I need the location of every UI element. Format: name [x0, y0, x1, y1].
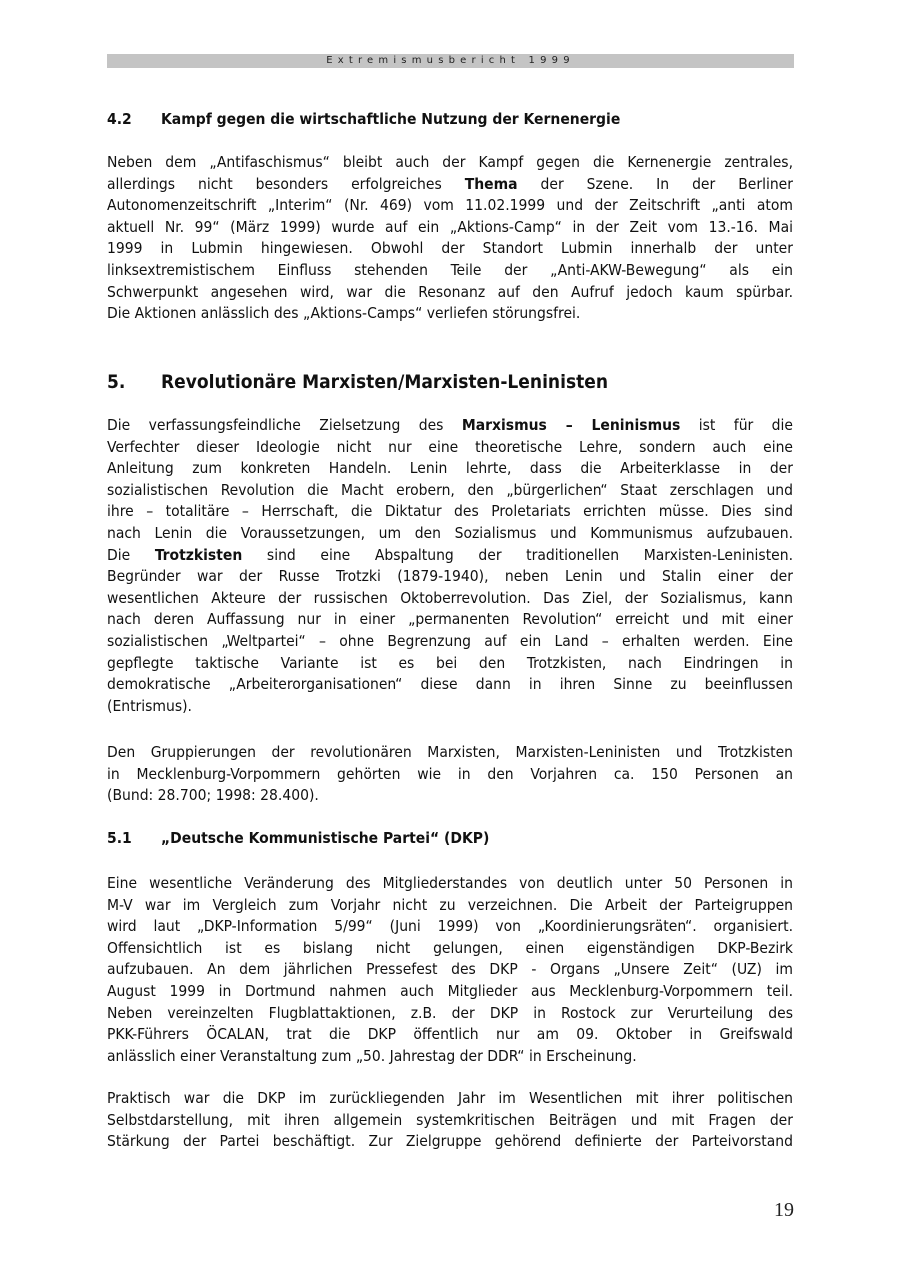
- section-4-2-paragraph: [107, 152, 793, 325]
- text-run: Die verfassungsfeindliche Zielsetzung des: [107, 416, 444, 434]
- section-title: Kampf gegen die wirtschaftliche Nutzung der Kernenergie: [161, 110, 621, 128]
- text-line: ihre – totalitäre – Herrschaft, die Diktatur des Proletariats errichten müsse. Dies sind: [107, 502, 793, 521]
- page-number: 19: [774, 1199, 794, 1221]
- text-line: Offensichtlich ist es bislang nicht gelungen, einen eigenständigen DKP-Bezirk: [107, 938, 793, 957]
- text-line: aktuell Nr. 99“ (März 1999) wurde auf ein „Aktions-Camp“ in der Zeit vom 13.-16. Mai: [107, 217, 793, 236]
- text-line: Praktisch war die DKP im zurückliegenden Jahr im Wesentlichen mit ihrer politischen: [107, 1089, 793, 1107]
- text-line: Selbstdarstellung, mit ihren allgemein systemkritischen Beiträgen und mit Fragen der: [107, 1110, 793, 1129]
- text-line: wird laut „DKP-Information 5/99“ (Juni 1999) von „Koordinierungsräten“. organisiert.: [107, 917, 793, 936]
- section-5-paragraph-2: [107, 742, 793, 807]
- running-header: [107, 54, 794, 68]
- section-5-paragraph-1: [107, 415, 793, 717]
- text-line: Den Gruppierungen der revolutionären Marxisten, Marxisten-Leninisten und Trotzkisten: [107, 743, 793, 761]
- text-run: ist für die: [698, 416, 793, 434]
- text-line: anlässlich einer Veranstaltung zum „50. Jahrestag der DDR“ in Erscheinung.: [107, 1046, 637, 1065]
- text-line: Neben vereinzelten Flugblattaktionen, z.B. der DKP in Rostock zur Verurteilung des: [107, 1003, 793, 1022]
- text-line: Schwerpunkt angesehen wird, war die Resonanz auf den Aufruf jedoch kaum spürbar.: [107, 282, 793, 301]
- section-title: Revolutionäre Marxisten/Marxisten-Leninisten: [161, 371, 609, 393]
- section-5-heading: [107, 370, 608, 394]
- text-line: Die Aktionen anlässlich des „Aktions-Camps“ verliefen störungsfrei.: [107, 304, 581, 323]
- text-line: M-V war im Vergleich zum Vorjahr nicht zu verzeichnen. Die Arbeit der Parteigruppen: [107, 895, 793, 914]
- text-line: nach Lenin die Voraussetzungen, um den Sozialismus und Kommunismus aufzubauen.: [107, 523, 793, 542]
- text-line: Eine wesentliche Veränderung des Mitgliederstandes von deutlich unter 50 Personen in: [107, 874, 793, 892]
- text-line: Neben dem „Antifaschismus“ bleibt auch der Kampf gegen die Kernenergie zentrales,: [107, 153, 793, 171]
- text-line: demokratische „Arbeiterorganisationen“ diese dann in ihren Sinne zu beeinflussen: [107, 675, 793, 694]
- text-line: [107, 415, 793, 437]
- text-line: Verfechter dieser Ideologie nicht nur eine theoretische Lehre, sondern auch eine: [107, 437, 793, 456]
- text-line: Stärkung der Partei beschäftigt. Zur Zielgruppe gehörend definierte der Parteivorstand: [107, 1132, 793, 1151]
- emphasis-trotzkisten: Trotzkisten: [154, 545, 243, 564]
- text-line: aufzubauen. An dem jährlichen Pressefest des DKP - Organs „Unsere Zeit“ (UZ) im: [107, 960, 793, 979]
- text-line: (Bund: 28.700; 1998: 28.400).: [107, 786, 319, 805]
- section-5-1-heading: [107, 828, 489, 848]
- section-number: 5.1: [107, 829, 132, 847]
- text-line: 1999 in Lubmin hingewiesen. Obwohl der Standort Lubmin innerhalb der unter: [107, 239, 793, 258]
- text-line: wesentlichen Akteure der russischen Oktoberrevolution. Das Ziel, der Sozialismus, kann: [107, 588, 793, 607]
- text-line: Anleitung zum konkreten Handeln. Lenin lehrte, dass die Arbeiterklasse in der: [107, 459, 793, 478]
- text-line: in Mecklenburg-Vorpommern gehörten wie in den Vorjahren ca. 150 Personen an: [107, 764, 793, 783]
- emphasis-thema: Thema: [464, 174, 518, 193]
- text-line: August 1999 in Dortmund nahmen auch Mitglieder aus Mecklenburg-Vorpommern teil.: [107, 981, 793, 1000]
- emphasis-marxismus: Marxismus – Leninismus: [461, 416, 681, 434]
- text-line: [107, 174, 793, 196]
- section-title: „Deutsche Kommunistische Partei“ (DKP): [161, 829, 490, 847]
- text-run: allerdings nicht besonders erfolgreiches: [107, 174, 442, 193]
- text-line: sozialistischen Revolution die Macht erobern, den „bürgerlichen“ Staat zerschlagen und: [107, 480, 793, 499]
- section-number: 4.2: [107, 110, 132, 128]
- text-line: (Entrismus).: [107, 696, 192, 715]
- text-line: PKK-Führers ÖCALAN, trat die DKP öffentlich nur am 09. Oktober in Greifswald: [107, 1025, 793, 1044]
- text-run: Die: [107, 545, 131, 564]
- section-5-1-paragraph-2: [107, 1088, 793, 1153]
- text-line: Begründer war der Russe Trotzki (1879-1940), neben Lenin und Stalin einer der: [107, 567, 793, 586]
- section-4-2-heading: [107, 109, 620, 129]
- text-run: der Szene. In der Berliner: [540, 174, 793, 193]
- text-line: linksextremistischem Einfluss stehenden Teile der „Anti-AKW-Bewegung“ als ein: [107, 260, 793, 279]
- text-line: Autonomenzeitschrift „Interim“ (Nr. 469) vom 11.02.1999 und der Zeitschrift „anti atom: [107, 196, 793, 215]
- running-header-title: Extremismusbericht 1999: [326, 55, 575, 66]
- section-5-1-paragraph-1: [107, 873, 793, 1067]
- text-run: sind eine Abspaltung der traditionellen Marxisten-Leninisten.: [266, 545, 794, 564]
- section-number: 5.: [107, 371, 126, 393]
- text-line: [107, 545, 793, 567]
- text-line: gepflegte taktische Variante ist es bei den Trotzkisten, nach Eindringen in: [107, 653, 793, 672]
- text-line: sozialistischen „Weltpartei“ – ohne Begrenzung auf ein Land – erhalten werden. Eine: [107, 631, 793, 650]
- text-line: nach deren Auffassung nur in einer „permanenten Revolution“ erreicht und mit einer: [107, 610, 793, 629]
